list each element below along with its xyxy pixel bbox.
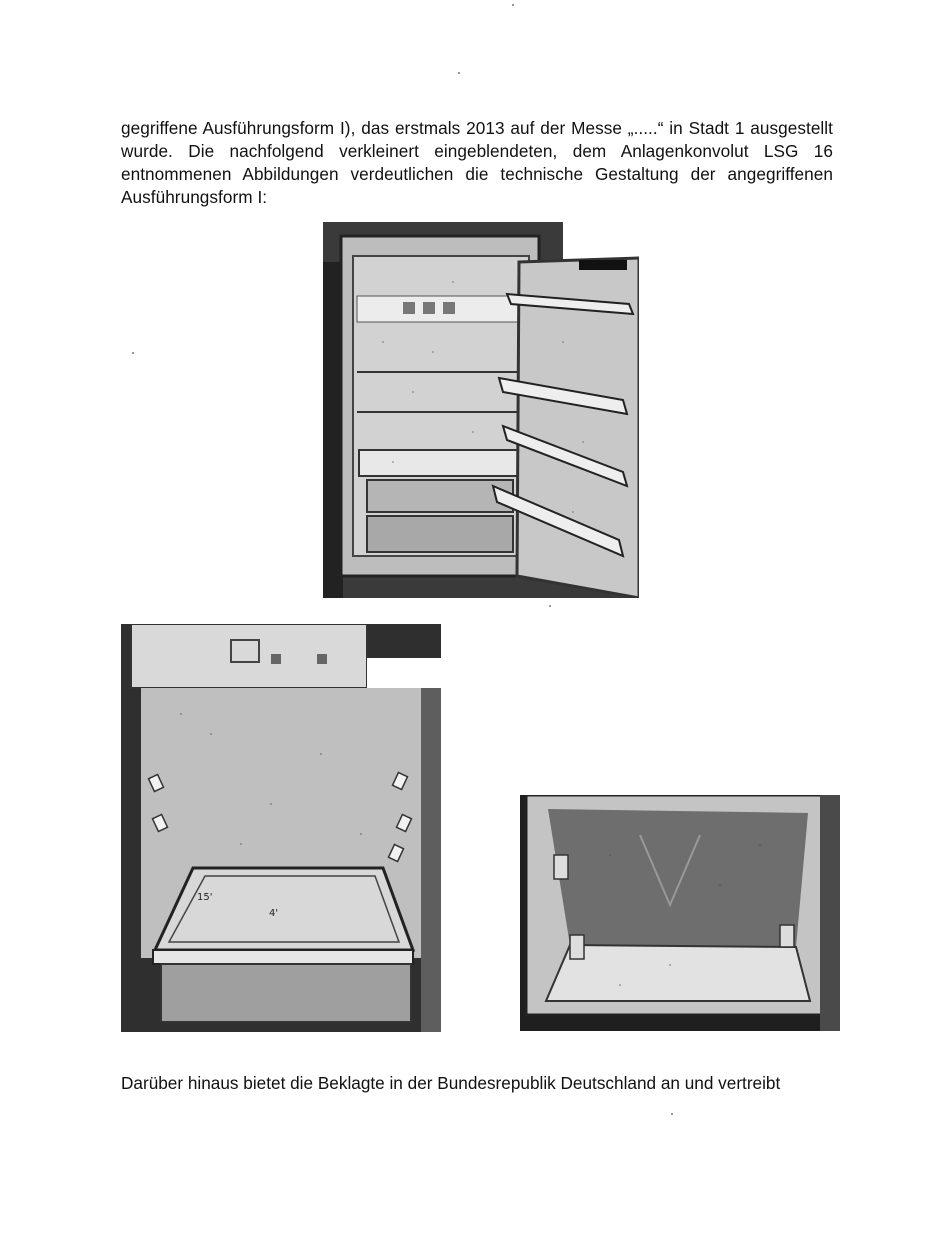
scan-speck xyxy=(512,4,514,6)
scan-speck xyxy=(132,352,134,354)
body-paragraph-top: gegriffene Ausführungsform I), das erstmals 2013 auf der Messe „.....“ in Stadt 1 ausgestellt wurde. Die nachfolgend verkleinert eingeblendeten, dem Anlagenkonvolut LSG 16 entnommenen Abbildungen verdeutlichen die technische Gestaltung der angegriffenen Ausführungsform I: xyxy=(121,118,833,208)
refrigerator-open-photo xyxy=(323,222,639,598)
scan-speck xyxy=(549,605,551,607)
body-paragraph-bottom: Darüber hinaus bietet die Beklagte in der Bundesrepublik Deutschland an und vertreibt xyxy=(121,1073,781,1094)
refrigerator-interior-photo xyxy=(121,624,441,1032)
shelf-label-15: 15' xyxy=(197,892,213,903)
scan-speck xyxy=(671,1113,673,1115)
scan-speck xyxy=(458,72,460,74)
refrigerator-compartment-photo xyxy=(520,795,840,1031)
shelf-label-4: 4' xyxy=(269,908,279,919)
